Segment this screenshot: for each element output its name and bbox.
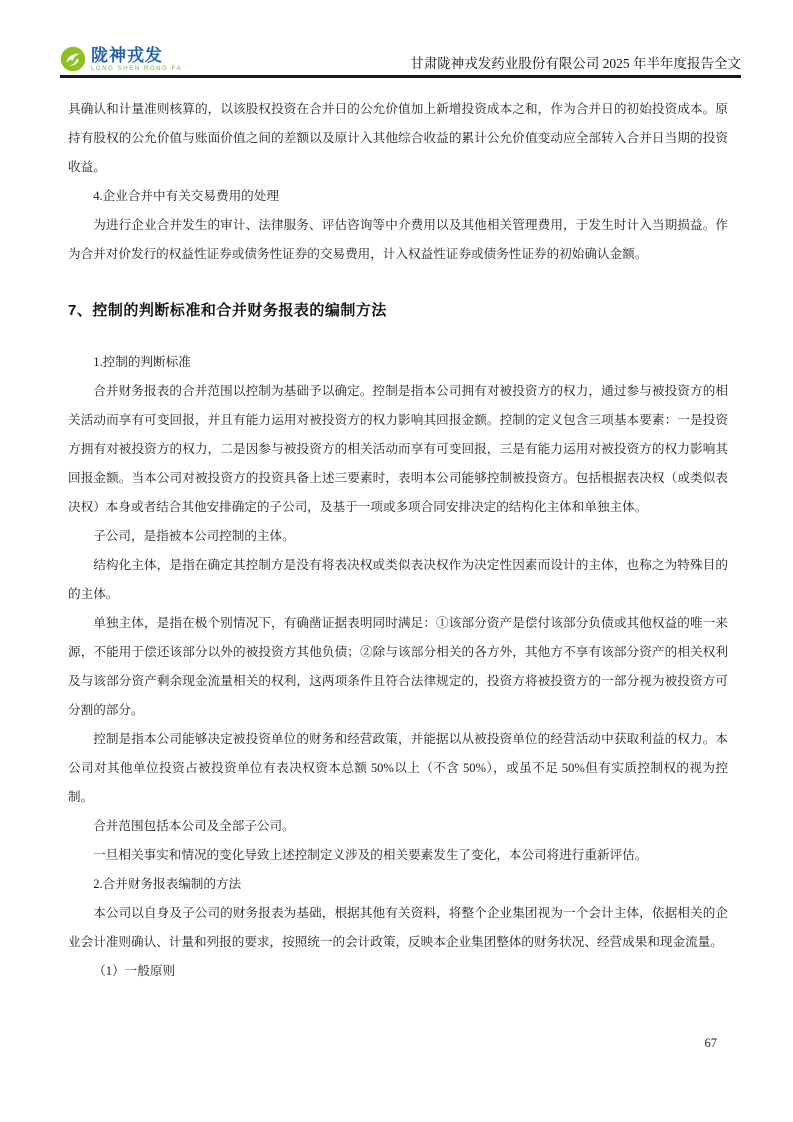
paragraph-subsidiary-definition: 子公司，是指被本公司控制的主体。	[93, 529, 295, 543]
paragraph-control-voting-rights: 控制是指本公司能够决定被投资单位的财务和经营政策，并能据以从被投资单位的经营活动中获取利益的权力。本公司对其他单位投资占被投资单位有表决权资本总额 50%以上（不含 50%），或虽不足 50%但有实质控制权的视为控制。	[68, 732, 728, 804]
page-number: 67	[704, 1036, 717, 1050]
page-header	[60, 40, 741, 78]
paragraph-control-definition: 合并财务报表的合并范围以控制为基础予以确定。控制是指本公司拥有对被投资方的权力，通过参与被投资方的相关活动而享有可变回报，并且有能力运用对被投资方的权力影响其回报金额。控制的定义包含三项基本要素：一是投资方拥有对被投资方的权力，二是因参与被投资方的相关活动而享有可变回报，三是有能力运用对被投资方的权力影响其回报金额。当本公司对被投资方的投资具备上述三要素时，表明本公司能够控制被投资方。包括根据表决权（或类似表决权）本身或者结合其他安排确定的子公司，及基于一项或多项合同安排决定的结构化主体和单独主体。	[68, 384, 728, 514]
paragraph-item-4-title: 4.企业合并中有关交易费用的处理	[93, 189, 279, 203]
paragraph-transaction-fees: 为进行企业合并发生的审计、法律服务、评估咨询等中介费用以及其他相关管理费用，于发生时计入当期损益。作为合并对价发行的权益性证券或债务性证券的交易费用，计入权益性证券或债务性证券的初始确认金额。	[68, 218, 728, 261]
logo-english-name: LONG SHEN RONG FA	[91, 65, 183, 72]
paragraph-general-principle-title: （1）一般原则	[93, 964, 176, 978]
logo-text-column	[91, 47, 182, 72]
paragraph-structured-entity: 结构化主体，是指在确定其控制方是没有将表决权或类似表决权作为决定性因素而设计的主体，也称之为特殊目的的主体。	[68, 558, 728, 601]
paragraph-separate-entity: 单独主体，是指在极个别情况下，有确凿证据表明同时满足：①该部分资产是偿付该部分负债或其他权益的唯一来源，不能用于偿还该部分以外的被投资方其他负债；②除与该部分相关的各方外，其他方不享有该部分资产的相关权利及与该部分资产剩余现金流量相关的权利，这两项条件且符合法律规定的，投资方将被投资方的一部分视为被投资方可分割的部分。	[68, 616, 728, 717]
page-body	[68, 95, 728, 986]
paragraph-continuation: 具确认和计量准则核算的，以该股权投资在合并日的公允价值加上新增投资成本之和，作为合并日的初始投资成本。原持有股权的公允价值与账面价值之间的差额以及原计入其他综合收益的累计公允价值变动应全部转入合并日当期的投资收益。	[68, 102, 728, 174]
paragraph-consolidation-method: 本公司以自身及子公司的财务报表为基础，根据其他有关资料，将整个企业集团视为一个会计主体，依据相关的企业会计准则确认、计量和列报的要求，按照统一的会计政策，反映本企业集团整体的财务状况、经营成果和现金流量。	[68, 906, 728, 949]
paragraph-item-1-title: 1.控制的判断标准	[93, 355, 191, 369]
logo-chinese-name: 陇神戎发	[91, 45, 163, 65]
company-logo	[60, 46, 182, 72]
logo-circle-icon	[60, 46, 86, 72]
report-header-title: 甘肃陇神戎发药业股份有限公司 2025 年半年度报告全文	[410, 56, 741, 71]
section-heading-7: 7、控制的判断标准和合并财务报表的编制方法	[68, 302, 387, 319]
paragraph-consolidation-scope: 合并范围包括本公司及全部子公司。	[93, 819, 295, 833]
paragraph-reassessment: 一旦相关事实和情况的变化导致上述控制定义涉及的相关要素发生了变化，本公司将进行重新评估。	[93, 848, 648, 862]
paragraph-item-2-title: 2.合并财务报表编制的方法	[93, 877, 242, 891]
